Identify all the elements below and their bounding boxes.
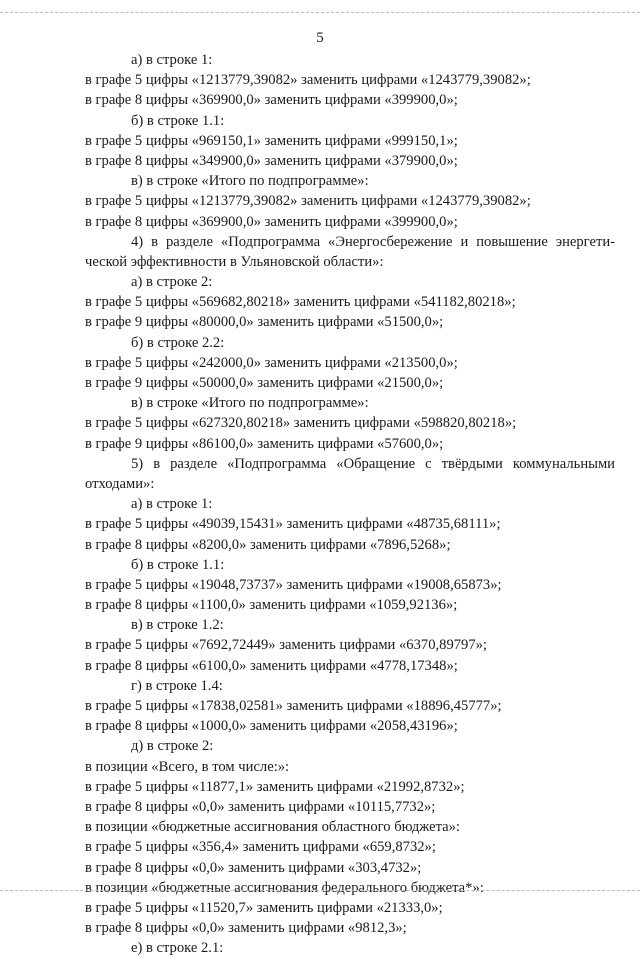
text-line: в графе 5 цифры «1213779,39082» заменить цифрами «1243779,39082»; xyxy=(85,193,531,210)
text-line: в графе 5 цифры «17838,02581» заменить цифрами «18896,45777»; xyxy=(85,698,502,714)
document-body xyxy=(85,50,615,958)
text-line: в графе 8 цифры «6100,0» заменить цифрами «4778,17348»; xyxy=(85,657,458,674)
text-line: в графе 8 цифры «1100,0» заменить цифрами «1059,92136»; xyxy=(85,597,458,614)
text-line: в графе 5 цифры «49039,15431» заменить цифрами «48735,68111»; xyxy=(85,516,501,533)
text-line: в графе 8 цифры «369900,0» заменить цифрами «399900,0»; xyxy=(85,213,458,230)
text-line: в графе 5 цифры «11520,7» заменить цифрами «21333,0»; xyxy=(85,899,443,916)
subitem-heading: б) в строке 1.1: xyxy=(131,112,225,129)
text-line: в графе 8 цифры «349900,0» заменить цифрами «379900,0»; xyxy=(85,152,458,169)
section-heading: 4) в разделе «Подпрограмма «Энергосбережение и повышение энергети- xyxy=(131,233,615,250)
subitem-heading: а) в строке 2: xyxy=(131,274,213,291)
text-line: в графе 8 цифры «0,0» заменить цифрами «303,4732»; xyxy=(85,859,422,876)
text-line: в графе 5 цифры «627320,80218» заменить цифрами «598820,80218»; xyxy=(85,415,517,432)
subitem-heading: в) в строке «Итого по подпрограмме»: xyxy=(131,395,369,412)
text-line: в графе 5 цифры «7692,72449» заменить цифрами «6370,89797»; xyxy=(85,637,487,654)
text-line: в графе 8 цифры «1000,0» заменить цифрами «2058,43196»; xyxy=(85,718,458,735)
text-line: в графе 8 цифры «0,0» заменить цифрами «9812,3»; xyxy=(85,920,407,937)
text-line: в графе 8 цифры «369900,0» заменить цифрами «399900,0»; xyxy=(85,92,458,109)
text-line: в графе 9 цифры «86100,0» заменить цифрами «57600,0»; xyxy=(85,435,444,452)
text-line: в графе 5 цифры «19048,73737» заменить цифрами «19008,65873»; xyxy=(85,576,502,593)
subitem-heading: е) в строке 2.1: xyxy=(131,940,224,957)
scan-edge-bottom xyxy=(0,890,640,892)
text-line: в позиции «бюджетные ассигнования федерального бюджета*»: xyxy=(85,879,484,896)
text-line: в графе 5 цифры «1213779,39082» заменить цифрами «1243779,39082»; xyxy=(85,72,531,89)
text-line: в графе 5 цифры «356,4» заменить цифрами «659,8732»; xyxy=(85,839,436,856)
subitem-heading: а) в строке 1: xyxy=(131,496,213,513)
subitem-heading: в) в строке 1.2: xyxy=(131,617,224,634)
subitem-heading: д) в строке 2: xyxy=(131,738,214,755)
text-line: в графе 9 цифры «50000,0» заменить цифрами «21500,0»; xyxy=(85,375,444,391)
text-line: в графе 5 цифры «11877,1» заменить цифрами «21992,8732»; xyxy=(85,778,465,795)
text-line: в графе 5 цифры «569682,80218» заменить цифрами «541182,80218»; xyxy=(85,294,516,311)
text-line: в графе 8 цифры «0,0» заменить цифрами «10115,7732»; xyxy=(85,798,436,815)
section-heading-continuation: ческой эффективности в Ульяновской области»: xyxy=(85,253,384,270)
page-number: 5 xyxy=(316,30,324,46)
subitem-heading: г) в строке 1.4: xyxy=(131,677,223,694)
text-line: в графе 8 цифры «8200,0» заменить цифрами «7896,5268»; xyxy=(85,536,451,553)
section-heading: 5) в разделе «Подпрограмма «Обращение с твёрдыми коммунальными xyxy=(131,455,615,472)
subitem-heading: б) в строке 1.1: xyxy=(131,556,225,573)
text-line: в позиции «Всего, в том числе:»: xyxy=(85,758,290,775)
text-line: в графе 5 цифры «242000,0» заменить цифрами «213500,0»; xyxy=(85,354,458,371)
text-line: в позиции «бюджетные ассигнования областного бюджета»: xyxy=(85,819,460,836)
subitem-heading: в) в строке «Итого по подпрограмме»: xyxy=(131,173,369,190)
subitem-heading: б) в строке 2.2: xyxy=(131,334,225,351)
section-heading-continuation: отходами»: xyxy=(85,475,155,492)
subitem-heading: а) в строке 1: xyxy=(131,52,213,68)
text-line: в графе 5 цифры «969150,1» заменить цифрами «999150,1»; xyxy=(85,132,458,149)
scan-edge-top xyxy=(0,12,640,14)
text-line: в графе 9 цифры «80000,0» заменить цифрами «51500,0»; xyxy=(85,314,444,331)
